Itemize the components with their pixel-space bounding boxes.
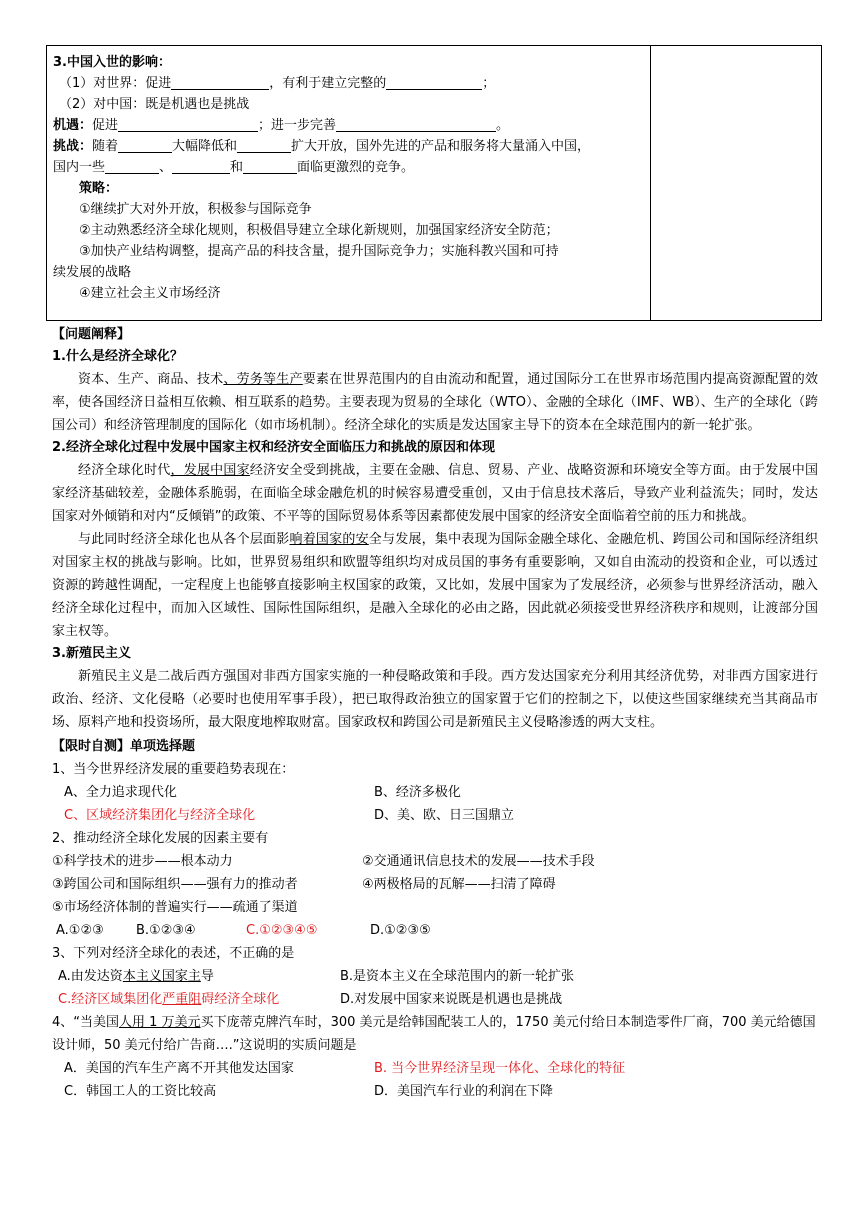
question-2: 2、推动经济全球化发展的因素主要有 xyxy=(52,831,269,846)
options-row xyxy=(52,781,818,804)
options-row xyxy=(52,919,818,942)
statements-row xyxy=(52,873,818,896)
option-correct[interactable]: C.①②③④⑤ xyxy=(246,923,318,938)
opportunity-line: 机遇：促进 ；进一步完善 。 xyxy=(53,118,510,133)
statement: ④两极格局的瓦解——扫清了障碍 xyxy=(362,877,556,892)
main-content xyxy=(52,324,818,1103)
blank-field[interactable] xyxy=(237,138,291,153)
statement: ⑤市场经济体制的普遍实行——疏通了渠道 xyxy=(52,900,298,915)
option[interactable]: B.是资本主义在全球范围内的新一轮扩张 xyxy=(340,969,575,984)
paragraph: 新殖民主义是二战后西方强国对非西方国家实施的一种侵略政策和手段。西方发达国家充分利用其经济优势，对非西方国家进行政治、经济、文化侵略（必要时也使用军事手段），把已取得政治独立的国家置于它们的控制之下，以使这些国家继续充当其商品市场、原料产地和投资场所，最大限度地榨取财富。国家政权和跨国公司是新殖民主义侵略渗透的两大支柱。 xyxy=(52,669,818,730)
paragraph: 资本、生产、商品、技术、劳务等生产要素在世界范围内的自由流动和配置，通过国际分工在世界市场范围内提高资源配置的效率，使各国经济日益相互依赖、相互联系的趋势。主要表现为贸易的全球化（WTO）、金融的全球化（IMF、WB）、生产的全球化（跨国公司）和经济管理制度的国际化（如市场机制）。经济全球化的实质是发达国家主导下的资本在全球范围内的新一轮扩张。 xyxy=(52,372,818,433)
options-row xyxy=(52,804,818,827)
strategy-heading: 策略： xyxy=(79,181,119,196)
question-heading: 1.什么是经济全球化？ xyxy=(52,349,183,364)
strategy-item: ①继续扩大对外开放，积极参与国际竞争 xyxy=(79,202,312,217)
statement: ②交通通讯信息技术的发展——技术手段 xyxy=(362,854,595,869)
table-divider xyxy=(650,46,651,320)
option[interactable]: B.①②③④ xyxy=(136,923,196,938)
challenge-line: 挑战：随着 大幅降低和 扩大开放，国外先进的产品和服务将大量涌入中国， xyxy=(53,139,591,154)
options-row xyxy=(52,965,818,988)
option[interactable]: B、经济多极化 xyxy=(374,785,461,800)
blank-field[interactable] xyxy=(171,75,269,90)
question-3: 3、下列对经济全球化的表述，不正确的是 xyxy=(52,946,295,961)
section-header-explanation: 【问题阐释】 xyxy=(52,327,131,342)
blank-field[interactable] xyxy=(172,159,230,174)
option[interactable]: D、美、欧、日三国鼎立 xyxy=(374,808,515,823)
strategy-item: ②主动熟悉经济全球化规则，积极倡导建立全球化新规则，加强国家经济安全防范； xyxy=(79,223,559,238)
blank-field[interactable] xyxy=(118,138,172,153)
options-row xyxy=(52,988,818,1011)
section-title-wto: 3.中国入世的影响： xyxy=(53,55,171,70)
challenge-line-2: 国内一些 、 和 面临更激烈的竞争。 xyxy=(53,160,415,175)
question-heading: 2.经济全球化过程中发展中国家主权和经济安全面临压力和挑战的原因和体现 xyxy=(52,440,495,455)
paragraph: 经济全球化时代，发展中国家经济安全受到挑战，主要在金融、信息、贸易、产业、战略资源和环境安全等方面。由于发展中国家经济基础较差，金融体系脆弱，在面临全球金融危机的时候容易遭受重创，又由于信息技术落后，导致产业利益流失；同时，发达国家对外倾销和对内“反倾销”的政策、不平等的国际贸易体系等因素都使发展中国家的经济安全面临着空前的压力和挑战。 xyxy=(52,463,818,524)
question-heading: 3.新殖民主义 xyxy=(52,646,131,661)
option[interactable]: C．韩国工人的工资比较高 xyxy=(64,1084,217,1099)
question-1: 1、当今世界经济发展的重要趋势表现在： xyxy=(52,762,295,777)
blank-field[interactable] xyxy=(243,159,297,174)
option[interactable]: A.①②③ xyxy=(56,923,104,938)
blank-field[interactable] xyxy=(386,75,482,90)
paragraph: 与此同时经济全球化也从各个层面影响着国家的安全与发展，集中表现为国际金融全球化、金融危机、跨国公司和国际经济组织对国家主权的挑战与影响。比如，世界贸易组织和欧盟等组织均对成员国的事务有重要影响，又如自由流动的投资和企业，可以透过资源的跨越性调配，一定程度上也能够直接影响主权国家的政策，又比如，发展中国家为了发展经济，必须参与世界经济活动，融入经济全球化过程中，而加入区域性、国际性国际组织，是融入全球化的必由之路，因此就必须接受世界经济秩序和规则，让渡部分国家主权等。 xyxy=(52,532,818,639)
option-correct[interactable]: C.经济区域集团化严重阻碍经济全球化 xyxy=(58,992,280,1007)
option[interactable]: D.对发展中国家来说既是机遇也是挑战 xyxy=(340,992,563,1007)
option[interactable]: D．美国汽车行业的利润在下降 xyxy=(374,1084,554,1099)
option[interactable]: A、全力追求现代化 xyxy=(64,785,177,800)
options-row xyxy=(52,1080,818,1103)
strategy-item: ③加快产业结构调整，提高产品的科技含量，提升国际竞争力；实施科教兴国和可持 xyxy=(79,244,559,259)
question-4: 4、“当美国人用 1 万美元买下庞蒂克牌汽车时，300 美元是给韩国配装工人的，1750 美元付给日本制造零件厂商，700 美元给德国设计师，50 美元付给广告商….”这说明的实质问题是 xyxy=(52,1015,816,1053)
blank-field[interactable] xyxy=(105,159,159,174)
impact-china: （2）对中国：既是机遇也是挑战 xyxy=(59,97,250,112)
impact-world: （1）对世界：促进 ，有利于建立完整的 ； xyxy=(59,76,496,91)
strategy-item-continued: 续发展的战略 xyxy=(53,265,132,280)
statements-row xyxy=(52,850,818,873)
blank-field[interactable] xyxy=(118,117,258,132)
statement: ①科学技术的进步——根本动力 xyxy=(52,854,233,869)
option[interactable]: D.①②③⑤ xyxy=(370,923,431,938)
option-correct[interactable]: B. 当今世界经济呈现一体化、全球化的特征 xyxy=(374,1061,626,1076)
option-correct[interactable]: C、区域经济集团化与经济全球化 xyxy=(64,808,256,823)
option[interactable]: A．美国的汽车生产离不开其他发达国家 xyxy=(64,1061,294,1076)
blank-field[interactable] xyxy=(336,117,496,132)
option[interactable]: A.由发达资本主义国家主导 xyxy=(58,969,214,984)
table-cell-content xyxy=(53,52,645,304)
strategy-item: ④建立社会主义市场经济 xyxy=(79,286,221,301)
options-row xyxy=(52,1057,818,1080)
section-header-quiz: 【限时自测】单项选择题 xyxy=(52,739,196,754)
impact-table xyxy=(46,45,822,321)
statement: ③跨国公司和国际组织——强有力的推动者 xyxy=(52,877,298,892)
